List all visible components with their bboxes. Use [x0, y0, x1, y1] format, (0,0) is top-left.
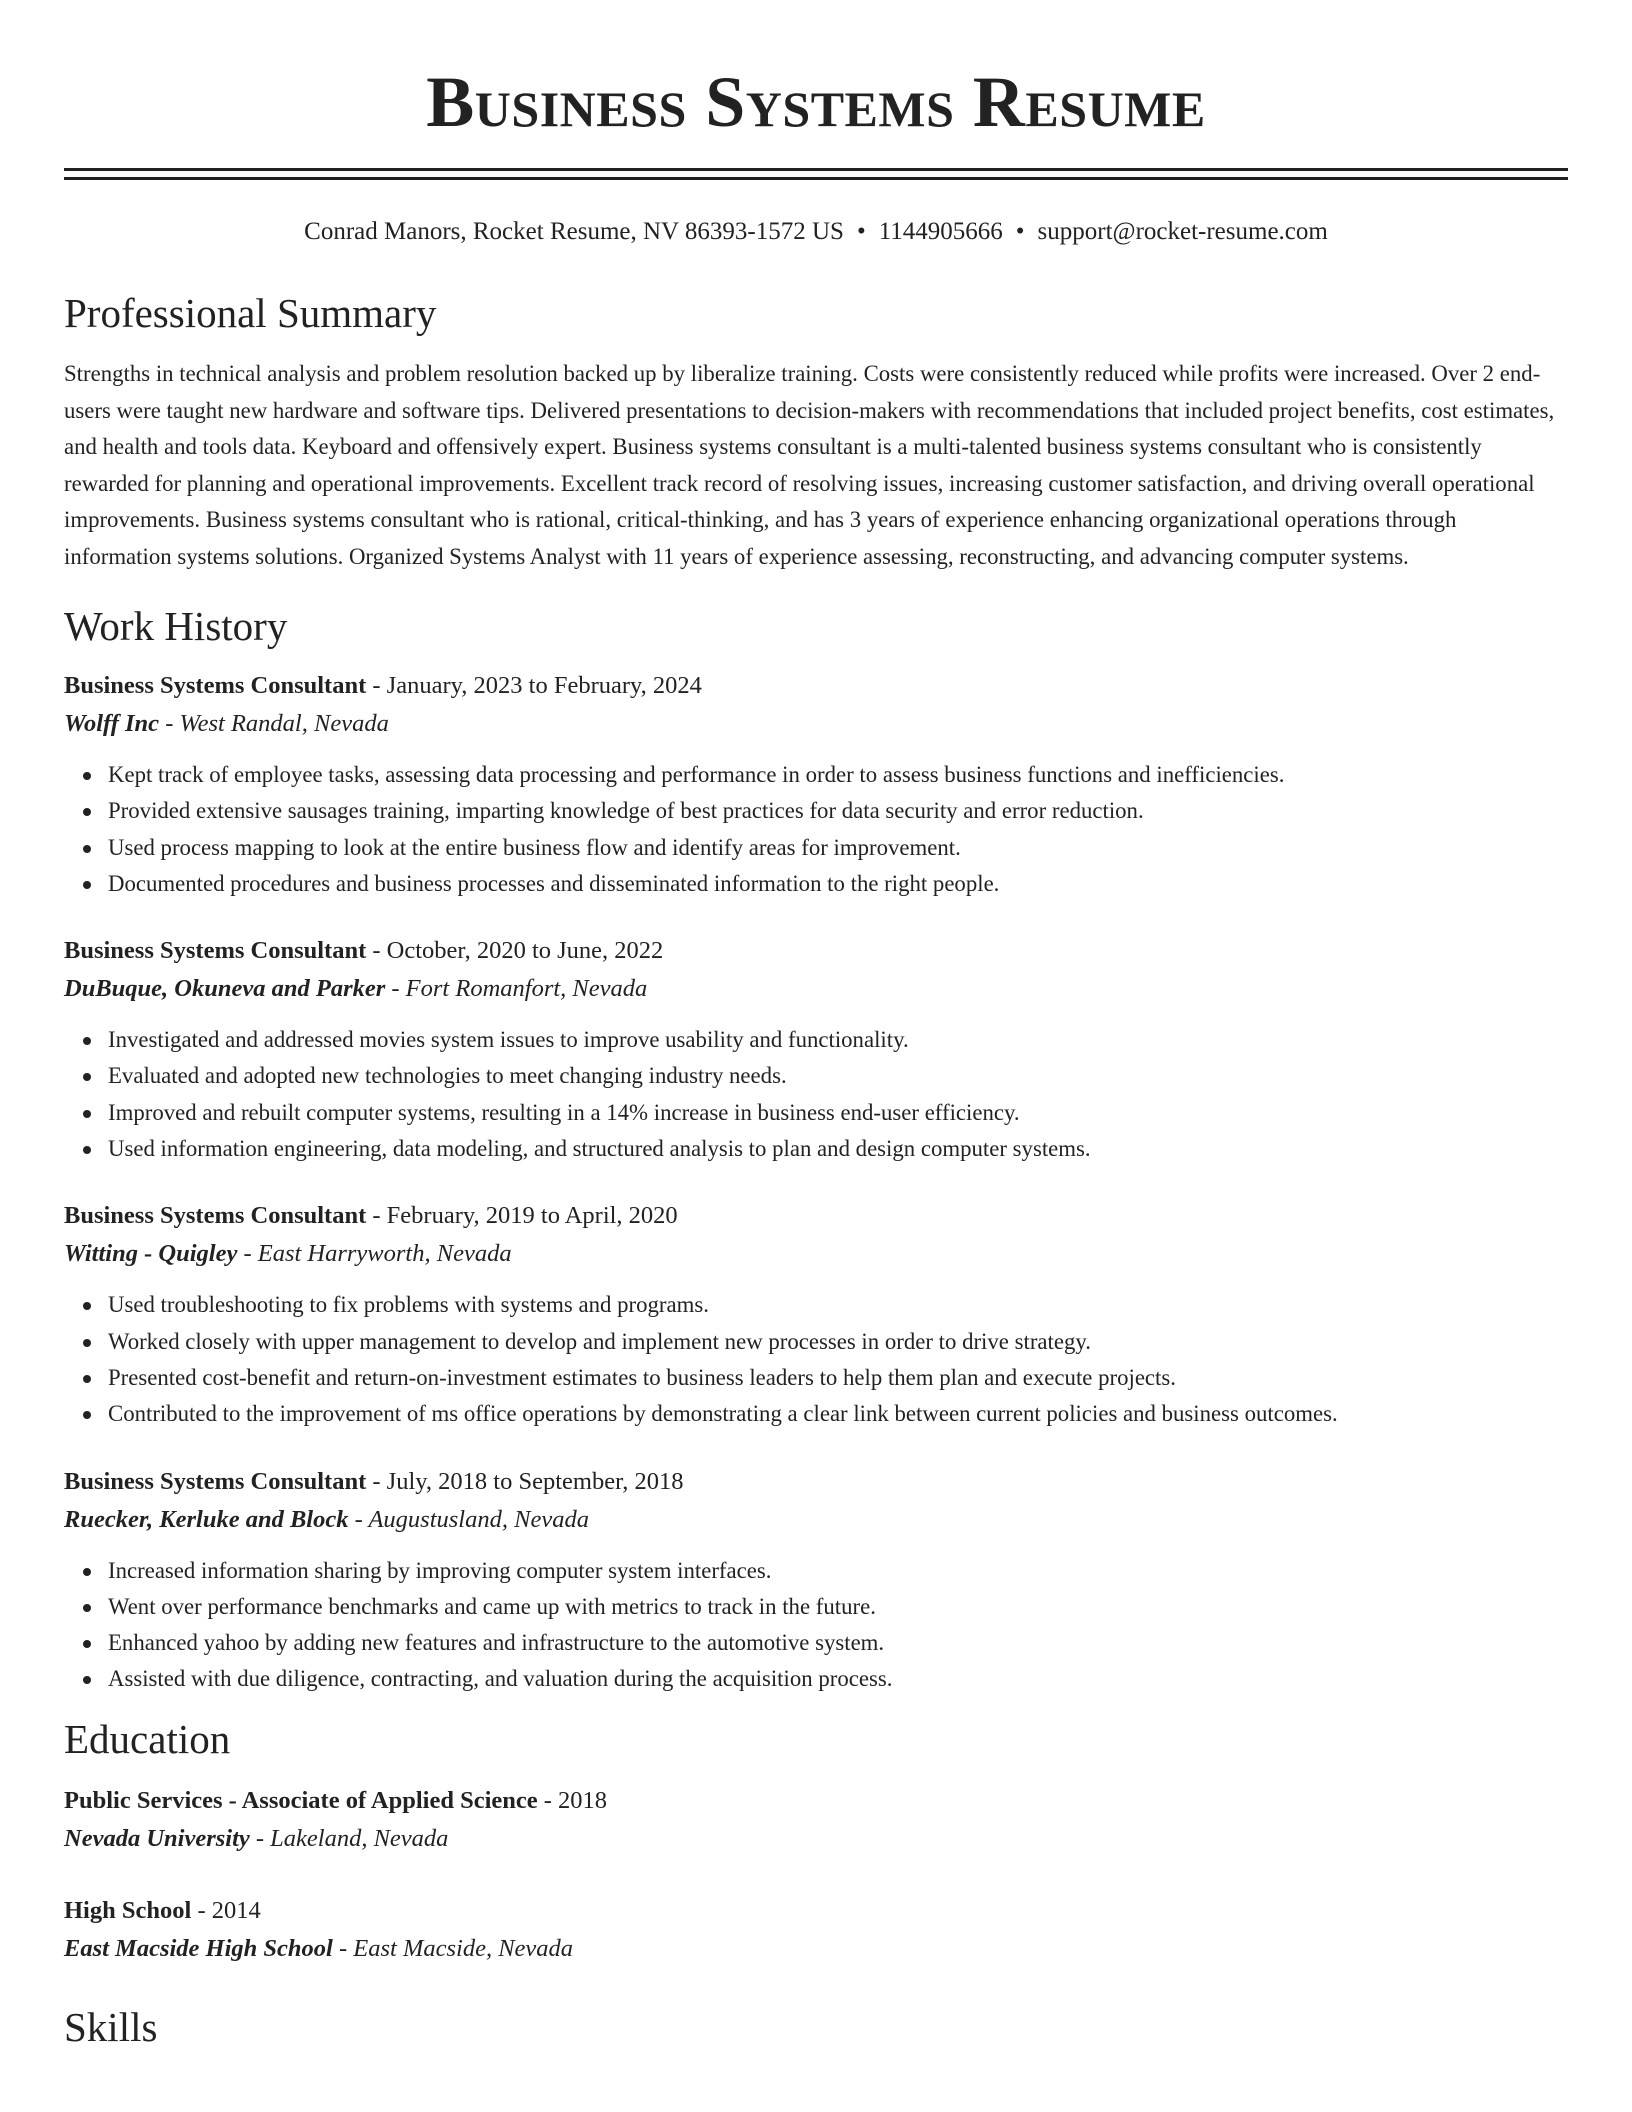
education-location: - East Macside, Nevada [332, 1934, 574, 1962]
bullet-dot [83, 772, 91, 780]
job-bullet [108, 1131, 1568, 1167]
job-entry [64, 667, 1568, 902]
job-bullet [108, 830, 1568, 866]
job-header [64, 932, 1568, 970]
bullet-dot [83, 1037, 91, 1045]
bullet-dot [83, 1676, 91, 1684]
job-bullets [64, 757, 1568, 902]
job-dates: - January, 2023 to February, 2024 [366, 672, 702, 699]
bullet-dot [83, 1568, 91, 1576]
job-company: Ruecker, Kerluke and Block [64, 1505, 349, 1533]
bullet-text: Evaluated and adopted new technologies to meet changing industry needs. [108, 1063, 787, 1089]
job-bullet [108, 757, 1568, 793]
bullet-dot [83, 1146, 91, 1154]
job-company: DuBuque, Okuneva and Parker [64, 975, 386, 1003]
resume-title: Business Systems Resume [426, 62, 1206, 142]
education-school: East Macside High School [64, 1934, 333, 1962]
job-bullet [108, 1553, 1568, 1589]
bullet-text: Contributed to the improvement of ms office operations by demonstrating a clear link between current policies and business outcomes. [108, 1401, 1338, 1427]
job-bullets [64, 1022, 1568, 1167]
job-employer [64, 1501, 1568, 1539]
job-bullet [108, 1287, 1568, 1323]
education-location: - Lakeland, Nevada [249, 1824, 449, 1852]
bullet-dot [83, 1073, 91, 1081]
job-title: Business Systems Consultant [64, 1467, 367, 1495]
job-bullet [108, 1589, 1568, 1625]
bullet-dot [83, 1411, 91, 1419]
contact-separator: • [1015, 218, 1025, 245]
job-bullet [108, 1324, 1568, 1360]
bullet-text: Provided extensive sausages training, imparting knowledge of best practices for data security and error reduction. [108, 798, 1144, 824]
bullet-dot [83, 1302, 91, 1310]
job-company: Wolff Inc [64, 710, 160, 737]
job-company: Witting - Quigley [64, 1240, 238, 1268]
bullet-dot [83, 1110, 91, 1118]
summary-heading: Professional Summary [64, 290, 437, 336]
job-bullet [108, 1396, 1568, 1432]
bullet-text: Went over performance benchmarks and came up with metrics to track in the future. [108, 1593, 876, 1619]
bullet-text: Assisted with due diligence, contracting, and valuation during the acquisition process. [108, 1666, 893, 1692]
job-bullet [108, 1661, 1568, 1697]
bullet-text: Presented cost-benefit and return-on-investment estimates to business leaders to help them plan and execute projects. [108, 1364, 1176, 1390]
job-employer [64, 1235, 1568, 1273]
job-location: - Augustusland, Nevada [348, 1505, 589, 1533]
bullet-text: Improved and rebuilt computer systems, resulting in a 14% increase in business end-user efficiency. [108, 1099, 1020, 1125]
job-title: Business Systems Consultant [64, 937, 367, 965]
bullet-dot [83, 881, 91, 889]
education-year: - 2018 [537, 1786, 608, 1814]
job-header [64, 667, 1568, 705]
job-bullet [108, 1095, 1568, 1131]
job-location: - West Randal, Nevada [159, 710, 389, 737]
bullet-dot [83, 1375, 91, 1383]
job-bullets [64, 1287, 1568, 1432]
bullet-text: Used process mapping to look at the entire business flow and identify areas for improvement. [108, 834, 961, 860]
education-degree: High School [64, 1896, 192, 1924]
bullet-text: Kept track of employee tasks, assessing data processing and performance in order to assess business functions and inefficiencies. [108, 762, 1285, 787]
bullet-text: Used information engineering, data modeling, and structured analysis to plan and design computer systems. [108, 1136, 1091, 1162]
job-dates: - February, 2019 to April, 2020 [366, 1202, 678, 1230]
bullet-dot [83, 808, 91, 816]
education-entry [64, 1892, 1568, 1968]
skills-heading: Skills [64, 2003, 158, 2050]
bullet-text: Increased information sharing by improving computer system interfaces. [108, 1557, 772, 1583]
bullet-text: Worked closely with upper management to develop and implement new processes in order to drive strategy. [108, 1328, 1091, 1354]
job-location: - Fort Romanfort, Nevada [385, 975, 648, 1003]
education-degree: Public Services - Associate of Applied Science [64, 1786, 538, 1814]
title-divider [64, 168, 1568, 171]
education-heading: Education [64, 1715, 231, 1762]
job-employer [64, 705, 1568, 743]
job-entry [64, 932, 1568, 1167]
job-bullet [108, 866, 1568, 902]
bullet-dot [83, 845, 91, 853]
job-dates: - July, 2018 to September, 2018 [366, 1467, 684, 1495]
job-bullet [108, 1625, 1568, 1661]
job-location: - East Harryworth, Nevada [237, 1240, 512, 1268]
bullet-text: Documented procedures and business processes and disseminated information to the right people. [108, 870, 1000, 896]
job-employer [64, 970, 1568, 1008]
education-entry [64, 1782, 1568, 1858]
contact-phone: 1144905666 [878, 218, 1003, 245]
education-year: - 2014 [191, 1896, 261, 1924]
bullet-text: Enhanced yahoo by adding new features and infrastructure to the automotive system. [108, 1630, 885, 1656]
education-school: Nevada University [64, 1824, 250, 1852]
contact-separator: • [856, 218, 866, 245]
bullet-text: Investigated and addressed movies system issues to improve usability and functionality. [108, 1027, 909, 1053]
bullet-dot [83, 1339, 91, 1347]
bullet-dot [83, 1604, 91, 1612]
job-dates: - October, 2020 to June, 2022 [366, 937, 664, 965]
job-title: Business Systems Consultant [64, 672, 367, 699]
education-header [64, 1782, 1568, 1820]
job-header [64, 1197, 1568, 1235]
contact-email: support@rocket-resume.com [1037, 218, 1328, 245]
job-bullets [64, 1553, 1568, 1698]
work-history-heading: Work History [64, 603, 288, 649]
education-school-line [64, 1820, 1568, 1858]
education-header [64, 1892, 1568, 1930]
job-title: Business Systems Consultant [64, 1202, 367, 1230]
job-entry [64, 1197, 1568, 1432]
bullet-dot [83, 1640, 91, 1648]
job-bullet [108, 1058, 1568, 1094]
job-bullet [108, 1360, 1568, 1396]
contact-line [64, 216, 1568, 248]
job-bullet [108, 793, 1568, 829]
education-school-line [64, 1930, 1568, 1968]
contact-address: Conrad Manors, Rocket Resume, NV 86393-1572 US [304, 218, 844, 245]
bullet-text: Used troubleshooting to fix problems with systems and programs. [108, 1292, 709, 1318]
summary-text: Strengths in technical analysis and problem resolution backed up by liberalize training. Costs were consistently reduced while profits were increased. Over 2 end-users were taught new hardware and software tips. Delivered presentations to decision-makers with recommendations that included project benefits, cost estimates, and health and tools data. Keyboard and offensively expert. Business systems consultant is a multi-talented business systems consultant who is consistently rewarded for planning and operational improvements. Excellent track record of resolving issues, increasing customer satisfaction, and driving overall operational improvements. Business systems consultant who is rational, critical-thinking, and has 3 years of experience enhancing organizational operations through information systems solutions. Organized Systems Analyst with 11 years of experience assessing, reconstructing, and advancing computer systems. [64, 361, 1555, 569]
title-divider-secondary [64, 177, 1568, 180]
job-bullet [108, 1022, 1568, 1058]
job-header [64, 1463, 1568, 1501]
job-entry [64, 1463, 1568, 1698]
